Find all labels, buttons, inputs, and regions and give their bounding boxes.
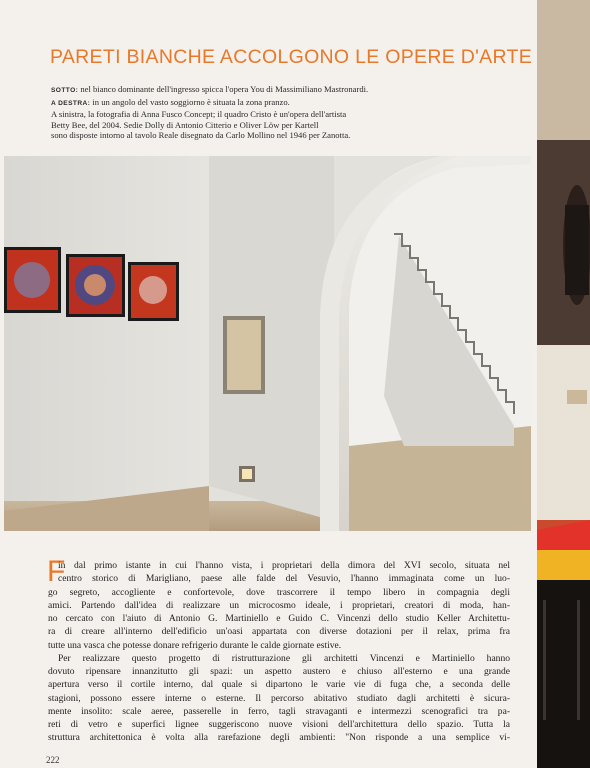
body-line: go segreto, accogliente e confortevole, dove trascorrere il tempo libero in compagnia degli xyxy=(48,586,510,598)
interior-photo xyxy=(4,156,531,531)
body-line: in dal primo istante in cui l'hanno vista, i proprietari della dimora del XVI secolo, situata nel xyxy=(58,560,510,571)
body-line: struttura architettonica è volta alla rarefazione degli ambienti: "Non risponde a una semplice vi- xyxy=(48,732,510,744)
drop-cap: F xyxy=(47,555,66,588)
photo-caption xyxy=(51,84,491,141)
facing-page-edge xyxy=(537,0,590,768)
body-line: tutte una vasca che potesse donare refrigerio durante le calde giornate estive. xyxy=(48,639,342,651)
body-line: apertura verso il cortile interno, dal quale si dipartono le varie vie di fuga che, a seconda delle xyxy=(48,679,510,691)
article-body xyxy=(47,555,510,745)
body-line: stagioni, possono essere interne o esterne. Il percorso abitativo studiato dagli architetti è sicura- xyxy=(48,692,510,704)
caption-line-2 xyxy=(51,97,491,110)
body-line: ra di creare all'interno dell'edificio un'oasi appartata con diverse dotazioni per il relax, prima fra xyxy=(48,626,510,638)
caption-text-below: nel bianco dominante dell'ingresso spicca l'opera You di Massimiliano Mastronardi. xyxy=(80,84,369,94)
body-line: mente insolito: scale aeree, passerelle in ferro, tagli stravaganti e intermezzi scenografici tra pa- xyxy=(48,705,510,717)
caption-label-right: A DESTRA: xyxy=(51,99,91,107)
body-line: reti di vetro e superfici lignee suggeriscono nuove visioni dell'architettura dello spazio. Tutta la xyxy=(48,719,510,730)
caption-label-below: SOTTO: xyxy=(51,87,79,94)
caption-line-1 xyxy=(51,84,491,97)
caption-line-4: Betty Bee, del 2004. Sedie Dolly di Antonio Citterio e Oliver Löw per Kartell xyxy=(51,119,319,130)
article-title: PARETI BIANCHE ACCOLGONO LE OPERE D'ARTE xyxy=(50,46,533,68)
body-line: Per realizzare questo progetto di ristrutturazione gli architetti Vincenzi e Martiniello hanno xyxy=(58,652,510,664)
body-line: no cercato con l'aiuto di Antonio G. Martiniello e Guido C. Vincenzi dello studio Keller Architettu- xyxy=(48,613,510,624)
caption-line-5: sono disposte intorno al tavolo Reale disegnato da Carlo Mollino nel 1946 per Zanotta. xyxy=(51,130,351,141)
page-number: 222 xyxy=(46,755,60,765)
body-line: dovuto ripensare innanzitutto gli spazi: un aspetto austero e chiuso all'esterno e una grande xyxy=(48,666,510,677)
caption-line-3: A sinistra, la fotografia di Anna Fusco Concept; il quadro Cristo è un'opera dell'artista xyxy=(51,109,347,120)
body-line: centro storico di Marigliano, paese alle falde del Vesuvio, l'hanno immaginata come un luo- xyxy=(58,573,510,585)
body-line: amici. Partendo dall'idea di realizzare un microcosmo ideale, i proprietari, creatori di moda, han- xyxy=(48,599,510,611)
caption-text-right: in un angolo del vasto soggiorno è situata la zona pranzo. xyxy=(92,96,290,107)
